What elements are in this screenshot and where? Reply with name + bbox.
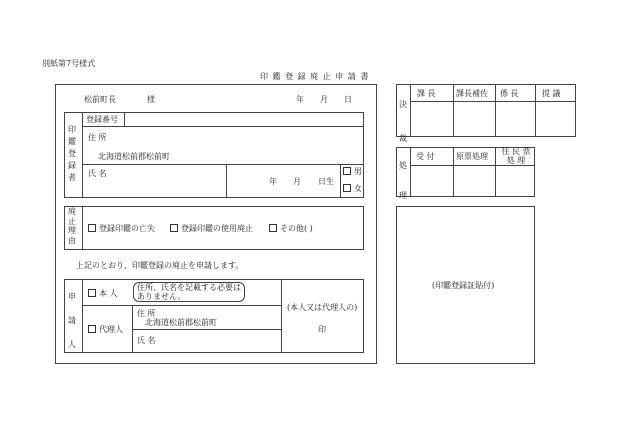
lost-checkbox[interactable] (88, 224, 96, 232)
reason-section-label: 廃止理由 (68, 207, 76, 245)
date-month-label: 月 (320, 95, 328, 104)
certificate-paste-label: (印鑑登録証貼付) (432, 281, 495, 290)
honorific: 様 (147, 95, 155, 104)
approval-label: 決裁 (399, 100, 407, 143)
gender-male-option[interactable]: 男 (343, 167, 362, 177)
birth-day-label: 日生 (318, 177, 334, 186)
self-note-line2: ありません。 (137, 292, 186, 301)
other-checkbox[interactable] (269, 224, 277, 232)
processing-col-reception: 受 付 (416, 152, 435, 161)
processing-col-original: 原票処理 (456, 152, 488, 161)
registrant-address-value[interactable]: 北海道松前郡松前町 (98, 152, 170, 161)
reason-option-discontinued[interactable]: 登録印鑑の使用廃止 (170, 224, 253, 234)
reason-option-lost[interactable]: 登録印鑑の亡失 (88, 224, 155, 234)
agent-address-value[interactable]: 北海道松前郡松前町 (145, 318, 217, 327)
male-checkbox[interactable] (343, 167, 351, 175)
approval-col-subsection-chief: 係 長 (500, 89, 519, 98)
applicant-section-label: 申請人 (68, 292, 76, 349)
applicant-agent-option[interactable]: 代理人 (88, 325, 123, 335)
addressee: 松前町長 (84, 95, 116, 104)
form-title: 印 鑑 登 録 廃 止 申 請 書 (260, 72, 370, 81)
registration-number-field[interactable] (126, 113, 362, 125)
approval-col-section-chief: 課 長 (417, 89, 436, 98)
agent-checkbox[interactable] (88, 325, 96, 333)
agent-address-label: 住 所 (137, 309, 156, 318)
registrant-section-label: 印鑑登録者 (68, 125, 76, 182)
approval-col-deputy: 課長補佐 (456, 89, 488, 98)
seal-label: 印 (318, 325, 326, 334)
discontinued-checkbox[interactable] (170, 224, 178, 232)
birth-month-label: 月 (293, 177, 301, 186)
registration-number-label: 登録番号 (86, 115, 118, 124)
applicant-self-option[interactable]: 本 人 (88, 289, 118, 299)
female-checkbox[interactable] (343, 184, 351, 192)
seal-note: (本人又は代理人の) (287, 303, 358, 312)
form-number: 別紙第7号様式 (42, 59, 96, 68)
registrant-name-label: 氏 名 (88, 169, 107, 178)
gender-female-option[interactable]: 女 (343, 184, 362, 194)
reason-option-other[interactable]: その他( ) (269, 224, 313, 234)
processing-label: 処理 (399, 161, 407, 200)
date-year-label: 年 (296, 95, 304, 104)
registrant-address-label: 住 所 (88, 133, 107, 142)
approval-col-proposer: 提 議 (542, 89, 561, 98)
self-checkbox[interactable] (88, 289, 96, 297)
processing-col-resident-record: 住 民 票 処 理 (501, 147, 531, 165)
self-note-line1: 住所、氏名を記載する必要は (137, 283, 241, 292)
date-day-label: 日 (344, 95, 352, 104)
agent-name-label: 氏 名 (137, 336, 156, 345)
application-statement: 上記のとおり、印鑑登録の廃止を申請します。 (76, 261, 244, 270)
birth-year-label: 年 (269, 177, 277, 186)
